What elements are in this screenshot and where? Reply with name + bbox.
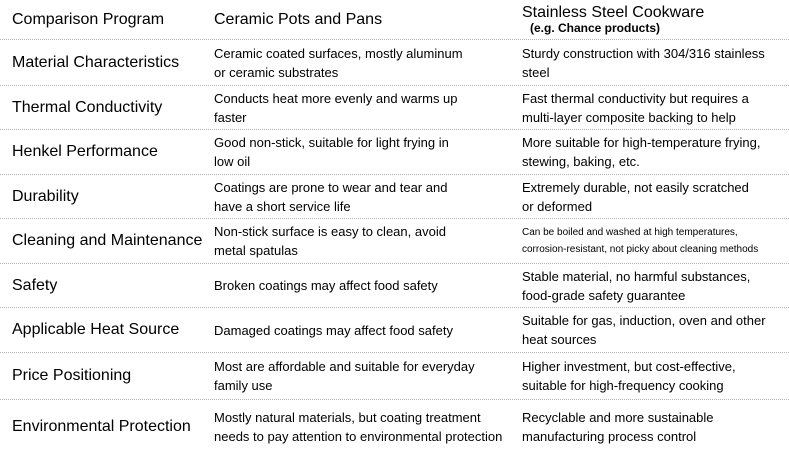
steel-line: food-grade safety guarantee (522, 287, 686, 303)
ceramic-line: Good non-stick, suitable for light frying in (214, 135, 449, 150)
row-label: Durability (12, 187, 79, 205)
ceramic-line: low oil (214, 154, 251, 169)
ceramic-cell (214, 219, 514, 263)
row-label: Henkel Performance (12, 143, 158, 160)
steel-line: Recyclable and more sustainable (522, 410, 714, 425)
ceramic-line: Ceramic coated surfaces, mostly aluminum (214, 45, 463, 61)
steel-line: stewing, baking, etc. (522, 154, 640, 169)
row-label-cell (12, 175, 212, 218)
ceramic-line: Non-stick surface is easy to clean, avoid (214, 224, 446, 239)
row-label-cell (12, 400, 212, 454)
steel-cell (522, 40, 787, 85)
steel-line: Can be boiled and washed at high temperatures, (522, 227, 738, 238)
steel-cell (522, 130, 787, 174)
row-label: Applicable Heat Source (12, 321, 180, 338)
steel-line: Fast thermal conductivity but requires a (522, 90, 749, 106)
row-label: Safety (12, 276, 58, 294)
ceramic-line: have a short service life (214, 198, 351, 214)
steel-line: or deformed (522, 198, 593, 214)
ceramic-cell (214, 308, 514, 352)
steel-line: steel (522, 64, 550, 80)
steel-line: heat sources (522, 332, 597, 347)
ceramic-line: metal spatulas (214, 243, 298, 258)
header-cell-ceramic (214, 0, 514, 39)
steel-line: Stable material, no harmful substances, (522, 268, 751, 284)
header-ceramic-pots: Ceramic Pots and Pans (214, 10, 383, 28)
row-label: Cleaning and Maintenance (12, 232, 203, 249)
ceramic-line: Mostly natural materials, but coating treatment (214, 410, 481, 425)
ceramic-line: Most are affordable and suitable for everyday (214, 359, 475, 374)
table-row (0, 130, 789, 175)
ceramic-line: family use (214, 378, 273, 393)
steel-cell (522, 353, 787, 399)
row-label-cell (12, 86, 212, 129)
row-label-cell (12, 353, 212, 399)
row-label: Thermal Conductivity (12, 98, 163, 116)
steel-cell (522, 86, 787, 129)
steel-line: manufacturing process control (522, 429, 697, 444)
steel-line: More suitable for high-temperature frying, (522, 135, 761, 150)
table-row (0, 40, 789, 86)
ceramic-line: Conducts heat more evenly and warms up (214, 90, 458, 106)
ceramic-cell (214, 130, 514, 174)
table-row (0, 264, 789, 308)
steel-line: Sturdy construction with 304/316 stainless (522, 45, 765, 61)
ceramic-line: Damaged coatings may affect food safety (214, 322, 453, 338)
ceramic-line: needs to pay attention to environmental protection (214, 429, 503, 444)
ceramic-cell (214, 40, 514, 85)
steel-cell (522, 264, 787, 307)
steel-line: corrosion-resistant, not picky about cleaning methods (522, 244, 759, 255)
steel-line: Higher investment, but cost-effective, (522, 359, 736, 374)
header-comparison-program: Comparison Program (12, 10, 165, 28)
row-label: Price Positioning (12, 367, 132, 384)
row-label-cell (12, 264, 212, 307)
steel-line: suitable for high-frequency cooking (522, 378, 724, 393)
steel-cell (522, 308, 787, 352)
ceramic-cell (214, 86, 514, 129)
steel-line: Extremely durable, not easily scratched (522, 179, 749, 195)
header-stainless-subtitle: (e.g. Chance products) (530, 21, 661, 35)
steel-cell (522, 219, 787, 263)
row-label-cell (12, 40, 212, 85)
ceramic-cell (214, 400, 514, 454)
table-row (0, 175, 789, 219)
header-cell-comparison-program (12, 0, 212, 39)
row-label-cell (12, 130, 212, 174)
header-row (0, 0, 789, 40)
row-label: Environmental Protection (12, 418, 191, 435)
steel-cell (522, 400, 787, 454)
ceramic-cell (214, 353, 514, 399)
header-stainless-steel: Stainless Steel Cookware (522, 4, 705, 21)
table-row (0, 219, 789, 264)
steel-cell (522, 175, 787, 218)
row-label-cell (12, 308, 212, 352)
ceramic-cell (214, 175, 514, 218)
ceramic-line: or ceramic substrates (214, 64, 339, 80)
table-row (0, 308, 789, 353)
row-label-cell (12, 219, 212, 263)
table-row (0, 353, 789, 400)
ceramic-line: Coatings are prone to wear and tear and (214, 179, 448, 195)
header-cell-stainless (522, 0, 787, 39)
table-row (0, 86, 789, 130)
ceramic-line: Broken coatings may affect food safety (214, 278, 438, 293)
steel-line: Suitable for gas, induction, oven and other (522, 313, 766, 328)
row-label: Material Characteristics (12, 53, 180, 71)
steel-line: multi-layer composite backing to help (522, 109, 736, 125)
ceramic-cell (214, 264, 514, 307)
ceramic-line: faster (214, 109, 247, 125)
table-row (0, 400, 789, 454)
